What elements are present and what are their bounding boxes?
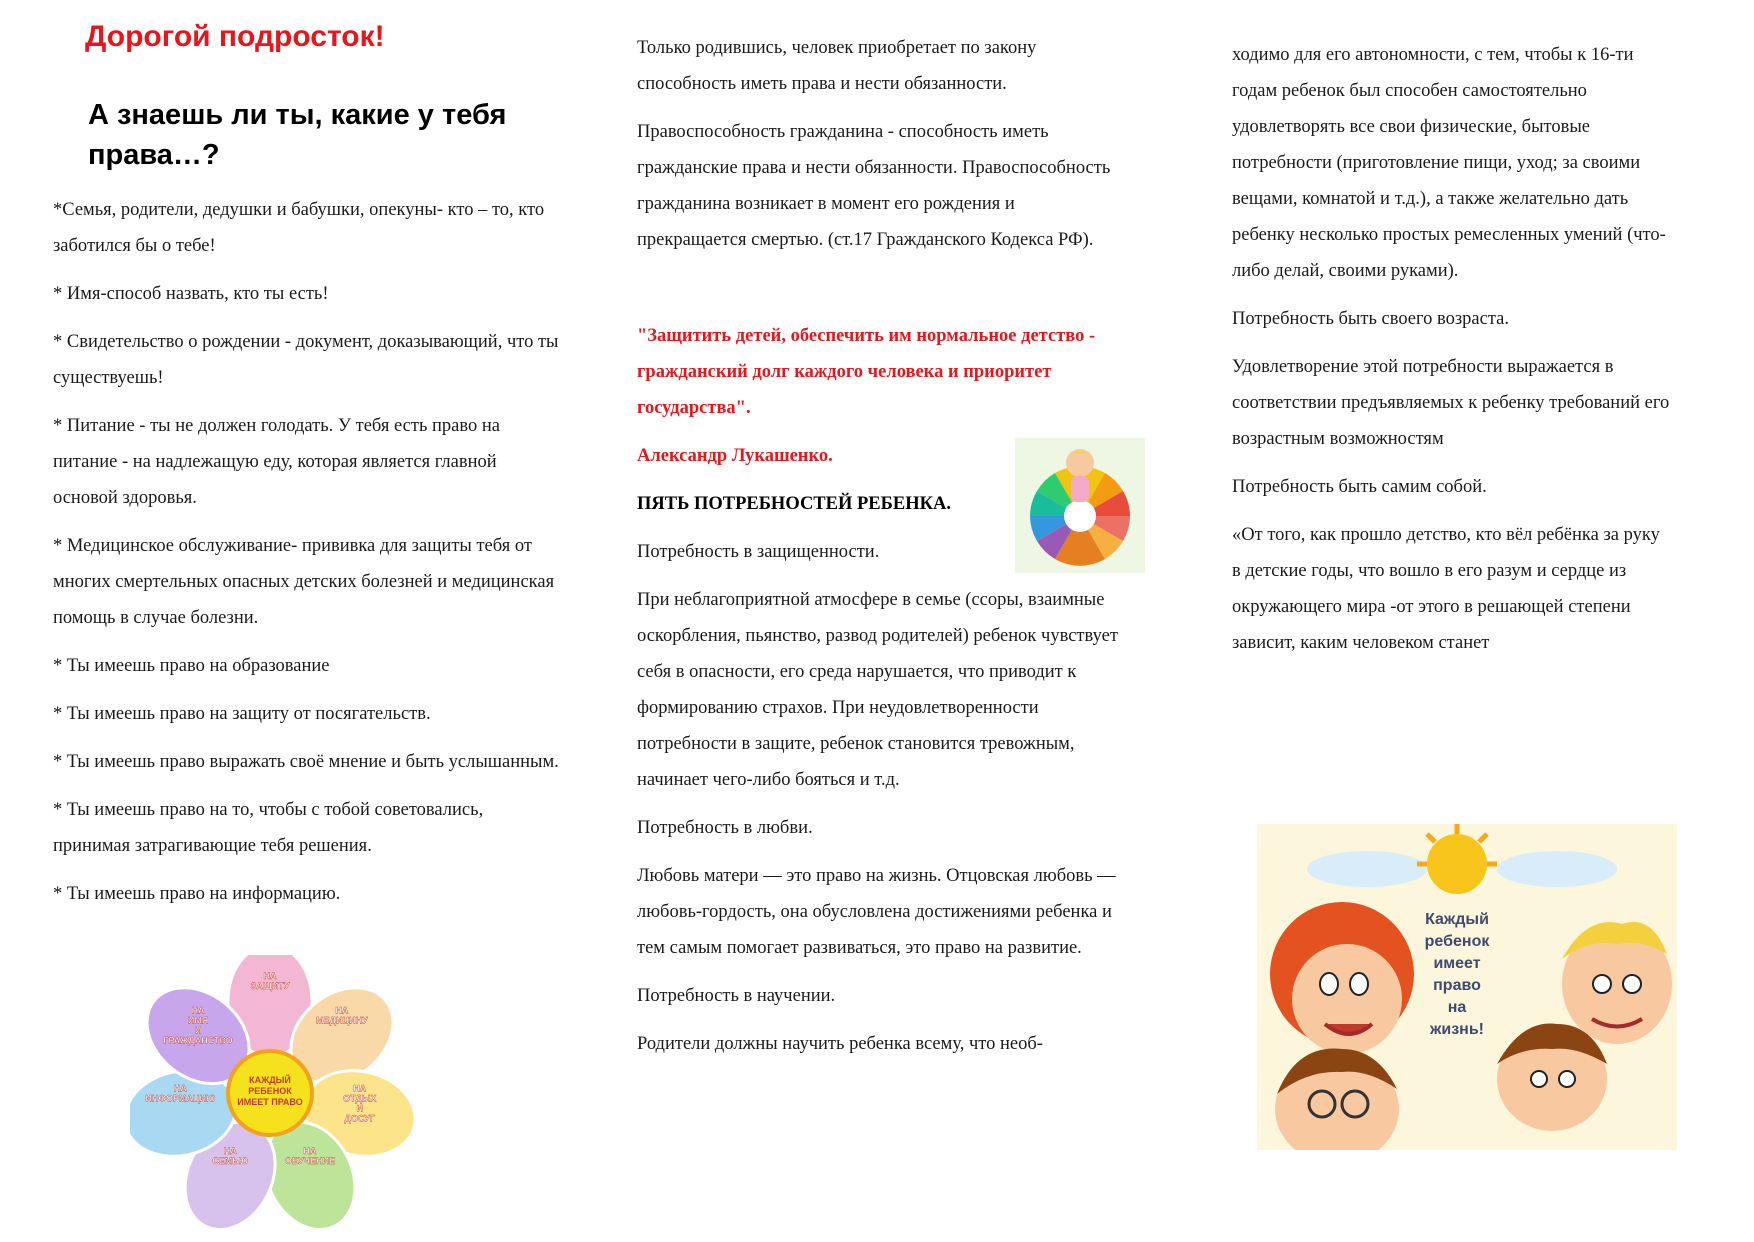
flower-petal-label: НА МЕДИЦИНУ [316, 1005, 368, 1026]
page-subtitle: А знаешь ли ты, какие у тебя права…? [88, 99, 507, 171]
quote: "Защитить детей, обеспечить им нормальное детство - гражданский долг каждого человека и приоритет государства". [637, 326, 1096, 418]
grandpa-face-icon [1275, 1049, 1399, 1150]
sun-icon [1417, 824, 1497, 894]
flower-petal-label: НА ЗАЩИТУ [250, 971, 290, 991]
flower-petal-label: НА ИМЯ И ГРАЖДАНСТВО [163, 1005, 233, 1046]
paragraph: Родители должны научить ребенка всему, что необ- [637, 1034, 1043, 1054]
paragraph: При неблагоприятной атмосфере в семье (ссоры, взаимные оскорбления, пьянство, развод родителей) ребенок чувствует себя в опасности, его среда нарушается, что приводит к формированию страхов. При неудовлетворенности потребности в защите, ребенок становится тревожным, начинает чего-либо бояться и т.д. [637, 590, 1118, 790]
rights-column [53, 192, 563, 924]
need-title: Потребность в научении. [637, 986, 836, 1006]
flower-center-label: КАЖДЫЙ РЕБЕНОК ИМЕЕТ ПРАВО [237, 1075, 303, 1107]
rights-item: *Семья, родители, дедушки и бабушки, опекуны- кто – то, кто заботился бы о тебе! [53, 200, 545, 256]
boy2-face-icon [1497, 1024, 1607, 1132]
rights-item: * Медицинское обслуживание- прививка для защиты тебя от многих смертельных опасных детских болезней и медицинская помощь в случае болезни. [53, 536, 555, 628]
rights-item: * Ты имеешь право на информацию. [53, 884, 341, 904]
child-needs-illustration [1015, 438, 1145, 573]
paragraph: ходимо для его автономности, с тем, чтобы к 16-ти годам ребенок был способен самостоятельно удовлетворять все свои физические, бытовые потребности (приготовление пищи, уход; за своими вещами, комнатой и т.д.), а также желательно дать ребенку несколько простых ремесленных умений (что-либо делай, своими руками). [1232, 45, 1666, 281]
paragraph: Любовь матери — это право на жизнь. Отцовская любовь — любовь-гордость, она обусловлена достижениями ребенка и тем самым помогает развиваться, это право на развитие. [637, 866, 1116, 958]
right-column [1232, 37, 1672, 673]
rights-item: * Ты имеешь право выражать своё мнение и быть услышанным. [53, 752, 559, 772]
rights-item: * Свидетельство о рождении - документ, доказывающий, что ты существуешь! [53, 332, 559, 388]
page-title: Дорогой подросток! [85, 20, 385, 53]
rights-item: * Имя-способ назвать, кто ты есть! [53, 284, 329, 304]
boy-face-icon [1562, 922, 1672, 1044]
paragraph: «От того, как прошло детство, кто вёл ребёнка за руку в детские годы, что вошло в его разум и сердце из окружающего мира -от этого в решающей степени зависит, каким человеком станет [1232, 525, 1660, 653]
need-title: Потребность быть своего возраста. [1232, 309, 1510, 329]
rights-item: * Питание - ты не должен голодать. У тебя есть право на питание - на надлежащую еду, которая является главной основой здоровья. [53, 416, 500, 508]
flower-petal-label: НА ОБУЧЕНИЕ [284, 1145, 335, 1166]
poster-caption: Каждый ребенок имеет право на жизнь! [1424, 911, 1490, 1038]
right-to-life-poster [1257, 824, 1677, 1150]
quote-author: Александр Лукашенко. [637, 446, 833, 466]
rights-item: * Ты имеешь право на образование [53, 656, 330, 676]
flower-petal-label: НА ОТДЫХ И ДОСУГ [342, 1083, 377, 1124]
section-heading: ПЯТЬ ПОТРЕБНОСТЕЙ РЕБЕНКА. [637, 494, 951, 514]
girl-face-icon [1270, 902, 1414, 1054]
paragraph: Только родившись, человек приобретает по закону способность иметь права и нести обязанности. [637, 38, 1037, 94]
need-title: Потребность в любви. [637, 818, 813, 838]
flower-petal-label: НА ИНФОРМАЦИЮ [145, 1083, 216, 1104]
flower-svg [130, 955, 420, 1237]
rights-flower-illustration [130, 955, 420, 1237]
need-title: Потребность в защищенности. [637, 542, 880, 562]
paragraph: Правоспособность гражданина - способность иметь гражданские права и нести обязанности. Правоспособность гражданина возникает в момент его рождения и прекращается смертью. (ст.17 Гражданского Кодекса РФ). [637, 122, 1111, 250]
paragraph: Удовлетворение этой потребности выражается в соответствии предъявляемых к ребенку требований его возрастным возможностям [1232, 357, 1670, 449]
rights-item: * Ты имеешь право на то, чтобы с тобой советовались, принимая затрагивающие тебя решения. [53, 800, 484, 856]
need-title: Потребность быть самим собой. [1232, 477, 1487, 497]
flower-petal-label: НА СЕМЬЮ [212, 1145, 248, 1166]
rights-item: * Ты имеешь право на защиту от посягательств. [53, 704, 431, 724]
